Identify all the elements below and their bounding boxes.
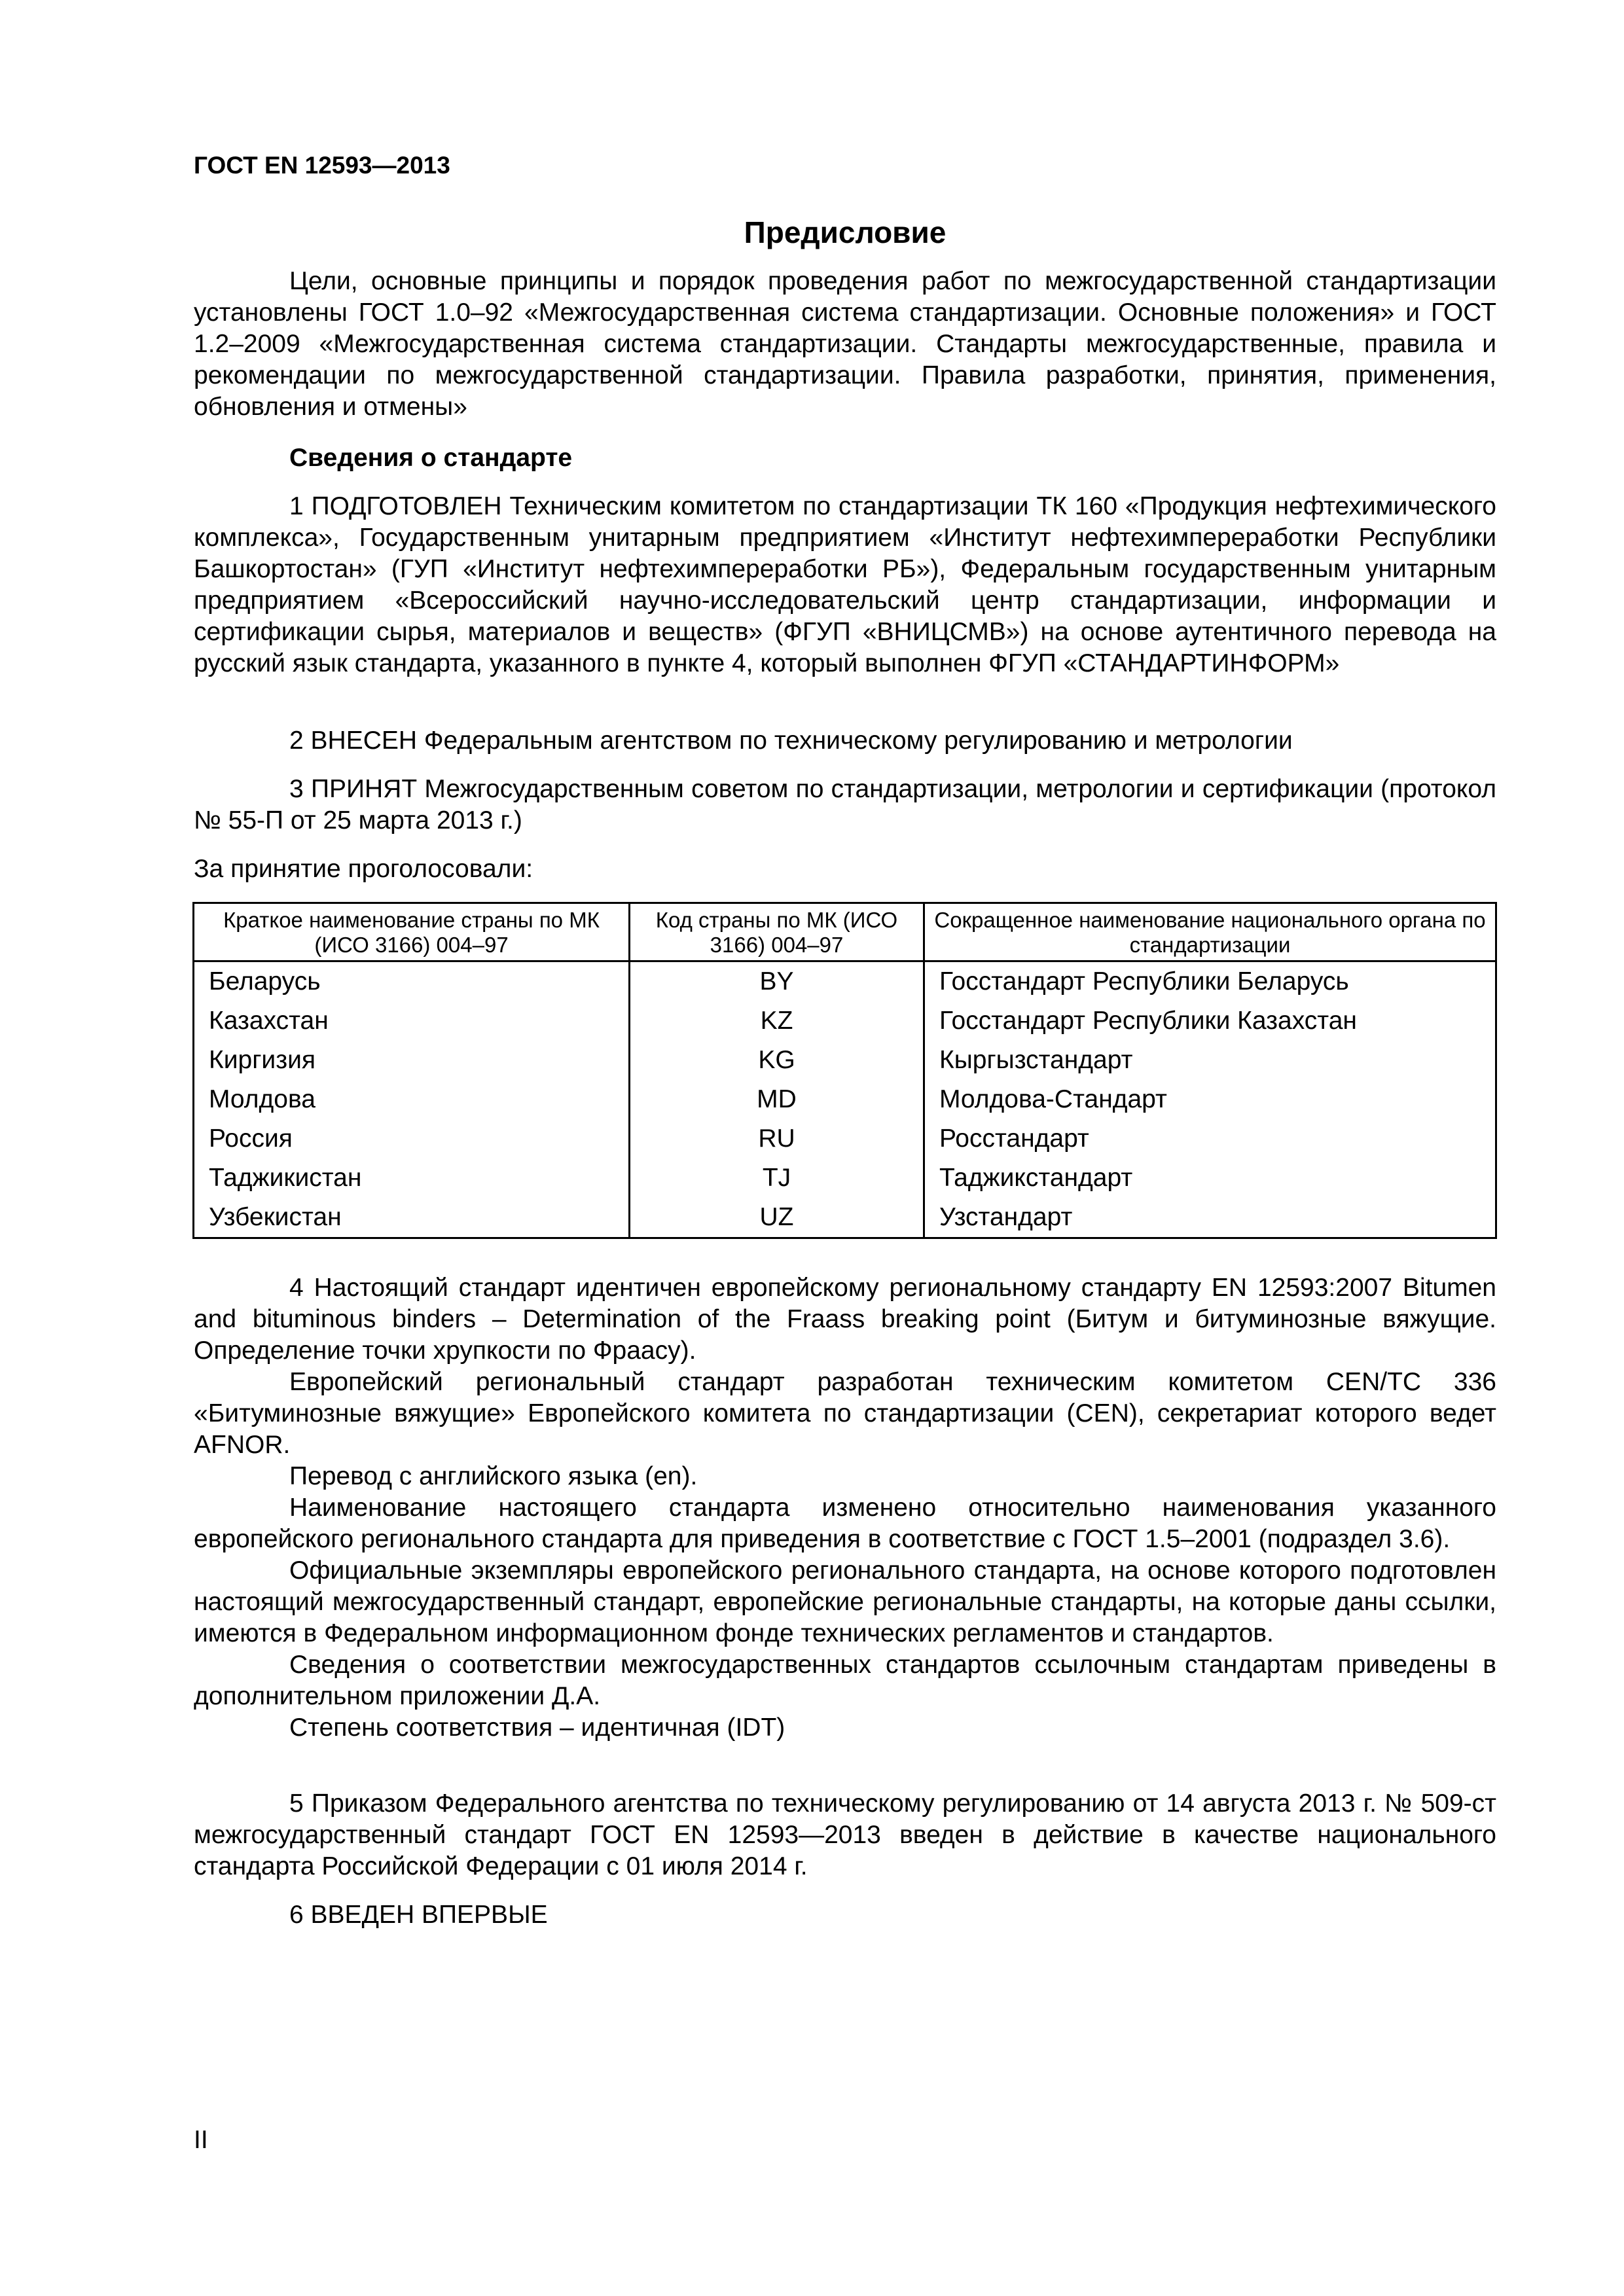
table-row — [194, 1041, 1496, 1080]
cell-body: Росстандарт — [924, 1119, 1496, 1158]
item-4-conformity-paragraph: Степень соответствия – идентичная (IDT) — [289, 1713, 785, 1742]
intro-paragraph: Цели, основные принципы и порядок проведения работ по межгосударственной стандартизации установлены ГОСТ 1.0–92 «Межгосударственная система стандартизации. Основные положения» и ГОСТ 1.2–2009 «Межгосударственная система стандартизации. Стандарты межгосударственные, правила и рекомендации по межгосударственной стандартизации. Правила разработки, принятия, применения, обновления и отмены» — [194, 267, 1496, 421]
cell-body: Госстандарт Республики Беларусь — [924, 961, 1496, 1002]
table-row — [194, 961, 1496, 1002]
cell-body: Таджикстандарт — [924, 1158, 1496, 1198]
item-4-paragraph: 4 Настоящий стандарт идентичен европейскому региональному стандарту EN 12593:2007 Bitumen and bituminous binders – Determination of the Fraass breaking point (Битум и битуминозные вяжущие. Определение точки хрупкости по Фраасу). — [194, 1274, 1496, 1365]
item-6-paragraph: 6 ВВЕДЕН ВПЕРВЫЕ — [289, 1901, 548, 1929]
cell-code: UZ — [630, 1198, 924, 1238]
cell-code: TJ — [630, 1158, 924, 1198]
cell-code: MD — [630, 1080, 924, 1119]
table-row — [194, 1158, 1496, 1198]
cell-country: Таджикистан — [194, 1158, 630, 1198]
cell-code: KZ — [630, 1001, 924, 1041]
cell-code: KG — [630, 1041, 924, 1080]
votes-label: За принятие проголосовали: — [194, 855, 533, 883]
item-1-paragraph: 1 ПОДГОТОВЛЕН Техническим комитетом по стандартизации ТК 160 «Продукция нефтехимического комплекса», Государственным унитарным предприятием «Институт нефтехимпереработки Республики Башкортостан» (ГУП «Институт нефтехимпереработки РБ»), Федеральным государственным унитарным предприятием «Всероссийский научно-исследовательский центр стандартизации, информации и сертификации сырья, материалов и веществ» (ФГУП «ВНИЦСМВ») на основе аутентичного перевода на русский язык стандарта, указанного в пункте 4, который выполнен ФГУП «СТАНДАРТИНФОРМ» — [194, 492, 1496, 677]
item-5-paragraph: 5 Приказом Федерального агентства по техническому регулированию от 14 августа 2013 г. № 509-ст межгосударственный стандарт ГОСТ EN 12593—2013 введен в действие в качестве национального стандарта Российской Федерации с 01 июля 2014 г. — [194, 1789, 1496, 1880]
cell-body: Узстандарт — [924, 1198, 1496, 1238]
page-title: Предисловие — [744, 215, 947, 249]
section-heading: Сведения о стандарте — [289, 444, 573, 472]
item-4-title-change-paragraph: Наименование настоящего стандарта изменено относительно наименования указанного европейского регионального стандарта для приведения в соответствие с ГОСТ 1.5–2001 (подраздел 3.6). — [194, 1494, 1496, 1553]
table-row — [194, 1119, 1496, 1158]
votes-table — [192, 902, 1497, 1239]
cell-body: Молдова-Стандарт — [924, 1080, 1496, 1119]
item-4-copies-paragraph: Официальные экземпляры европейского регионального стандарта, на основе которого подготовлен настоящий межгосударственный стандарт, европейские региональные стандарты, на которые даны ссылки, имеются в Федеральном информационном фонде технических регламентов и стандартов. — [194, 1556, 1496, 1647]
item-4-committee-paragraph: Европейский региональный стандарт разработан техническим комитетом CEN/TC 336 «Битуминозные вяжущие» Европейского комитета по стандартизации (CEN), секретариат которого ведет AFNOR. — [194, 1368, 1496, 1459]
cell-body: Кыргызстандарт — [924, 1041, 1496, 1080]
item-2-paragraph: 2 ВНЕСЕН Федеральным агентством по техническому регулированию и метрологии — [289, 726, 1293, 755]
cell-country: Узбекистан — [194, 1198, 630, 1238]
item-3-paragraph: 3 ПРИНЯТ Межгосударственным советом по стандартизации, метрологии и сертификации (протокол № 55-П от 25 марта 2013 г.) — [194, 775, 1496, 834]
item-4-block — [194, 1272, 1496, 1744]
table-row — [194, 1080, 1496, 1119]
item-4-references-paragraph: Сведения о соответствии межгосударственных стандартов ссылочным стандартам приведены в дополнительном приложении Д.А. — [194, 1651, 1496, 1710]
cell-country: Беларусь — [194, 961, 630, 1002]
cell-body: Госстандарт Республики Казахстан — [924, 1001, 1496, 1041]
page-number: II — [194, 2126, 208, 2154]
header-country-name: Краткое наименование страны по МК (ИСО 3166) 004–97 — [194, 903, 630, 961]
header-standards-body: Сокращенное наименование национального органа по стандартизации — [924, 903, 1496, 961]
table-header-row — [194, 903, 1496, 961]
cell-code: BY — [630, 961, 924, 1002]
document-header: ГОСТ EN 12593—2013 — [194, 152, 450, 179]
cell-country: Молдова — [194, 1080, 630, 1119]
item-4-translation-paragraph: Перевод с английского языка (en). — [289, 1462, 698, 1490]
cell-country: Россия — [194, 1119, 630, 1158]
cell-code: RU — [630, 1119, 924, 1158]
cell-country: Киргизия — [194, 1041, 630, 1080]
table-row — [194, 1198, 1496, 1238]
header-country-code: Код страны по МК (ИСО 3166) 004–97 — [630, 903, 924, 961]
table-row — [194, 1001, 1496, 1041]
cell-country: Казахстан — [194, 1001, 630, 1041]
